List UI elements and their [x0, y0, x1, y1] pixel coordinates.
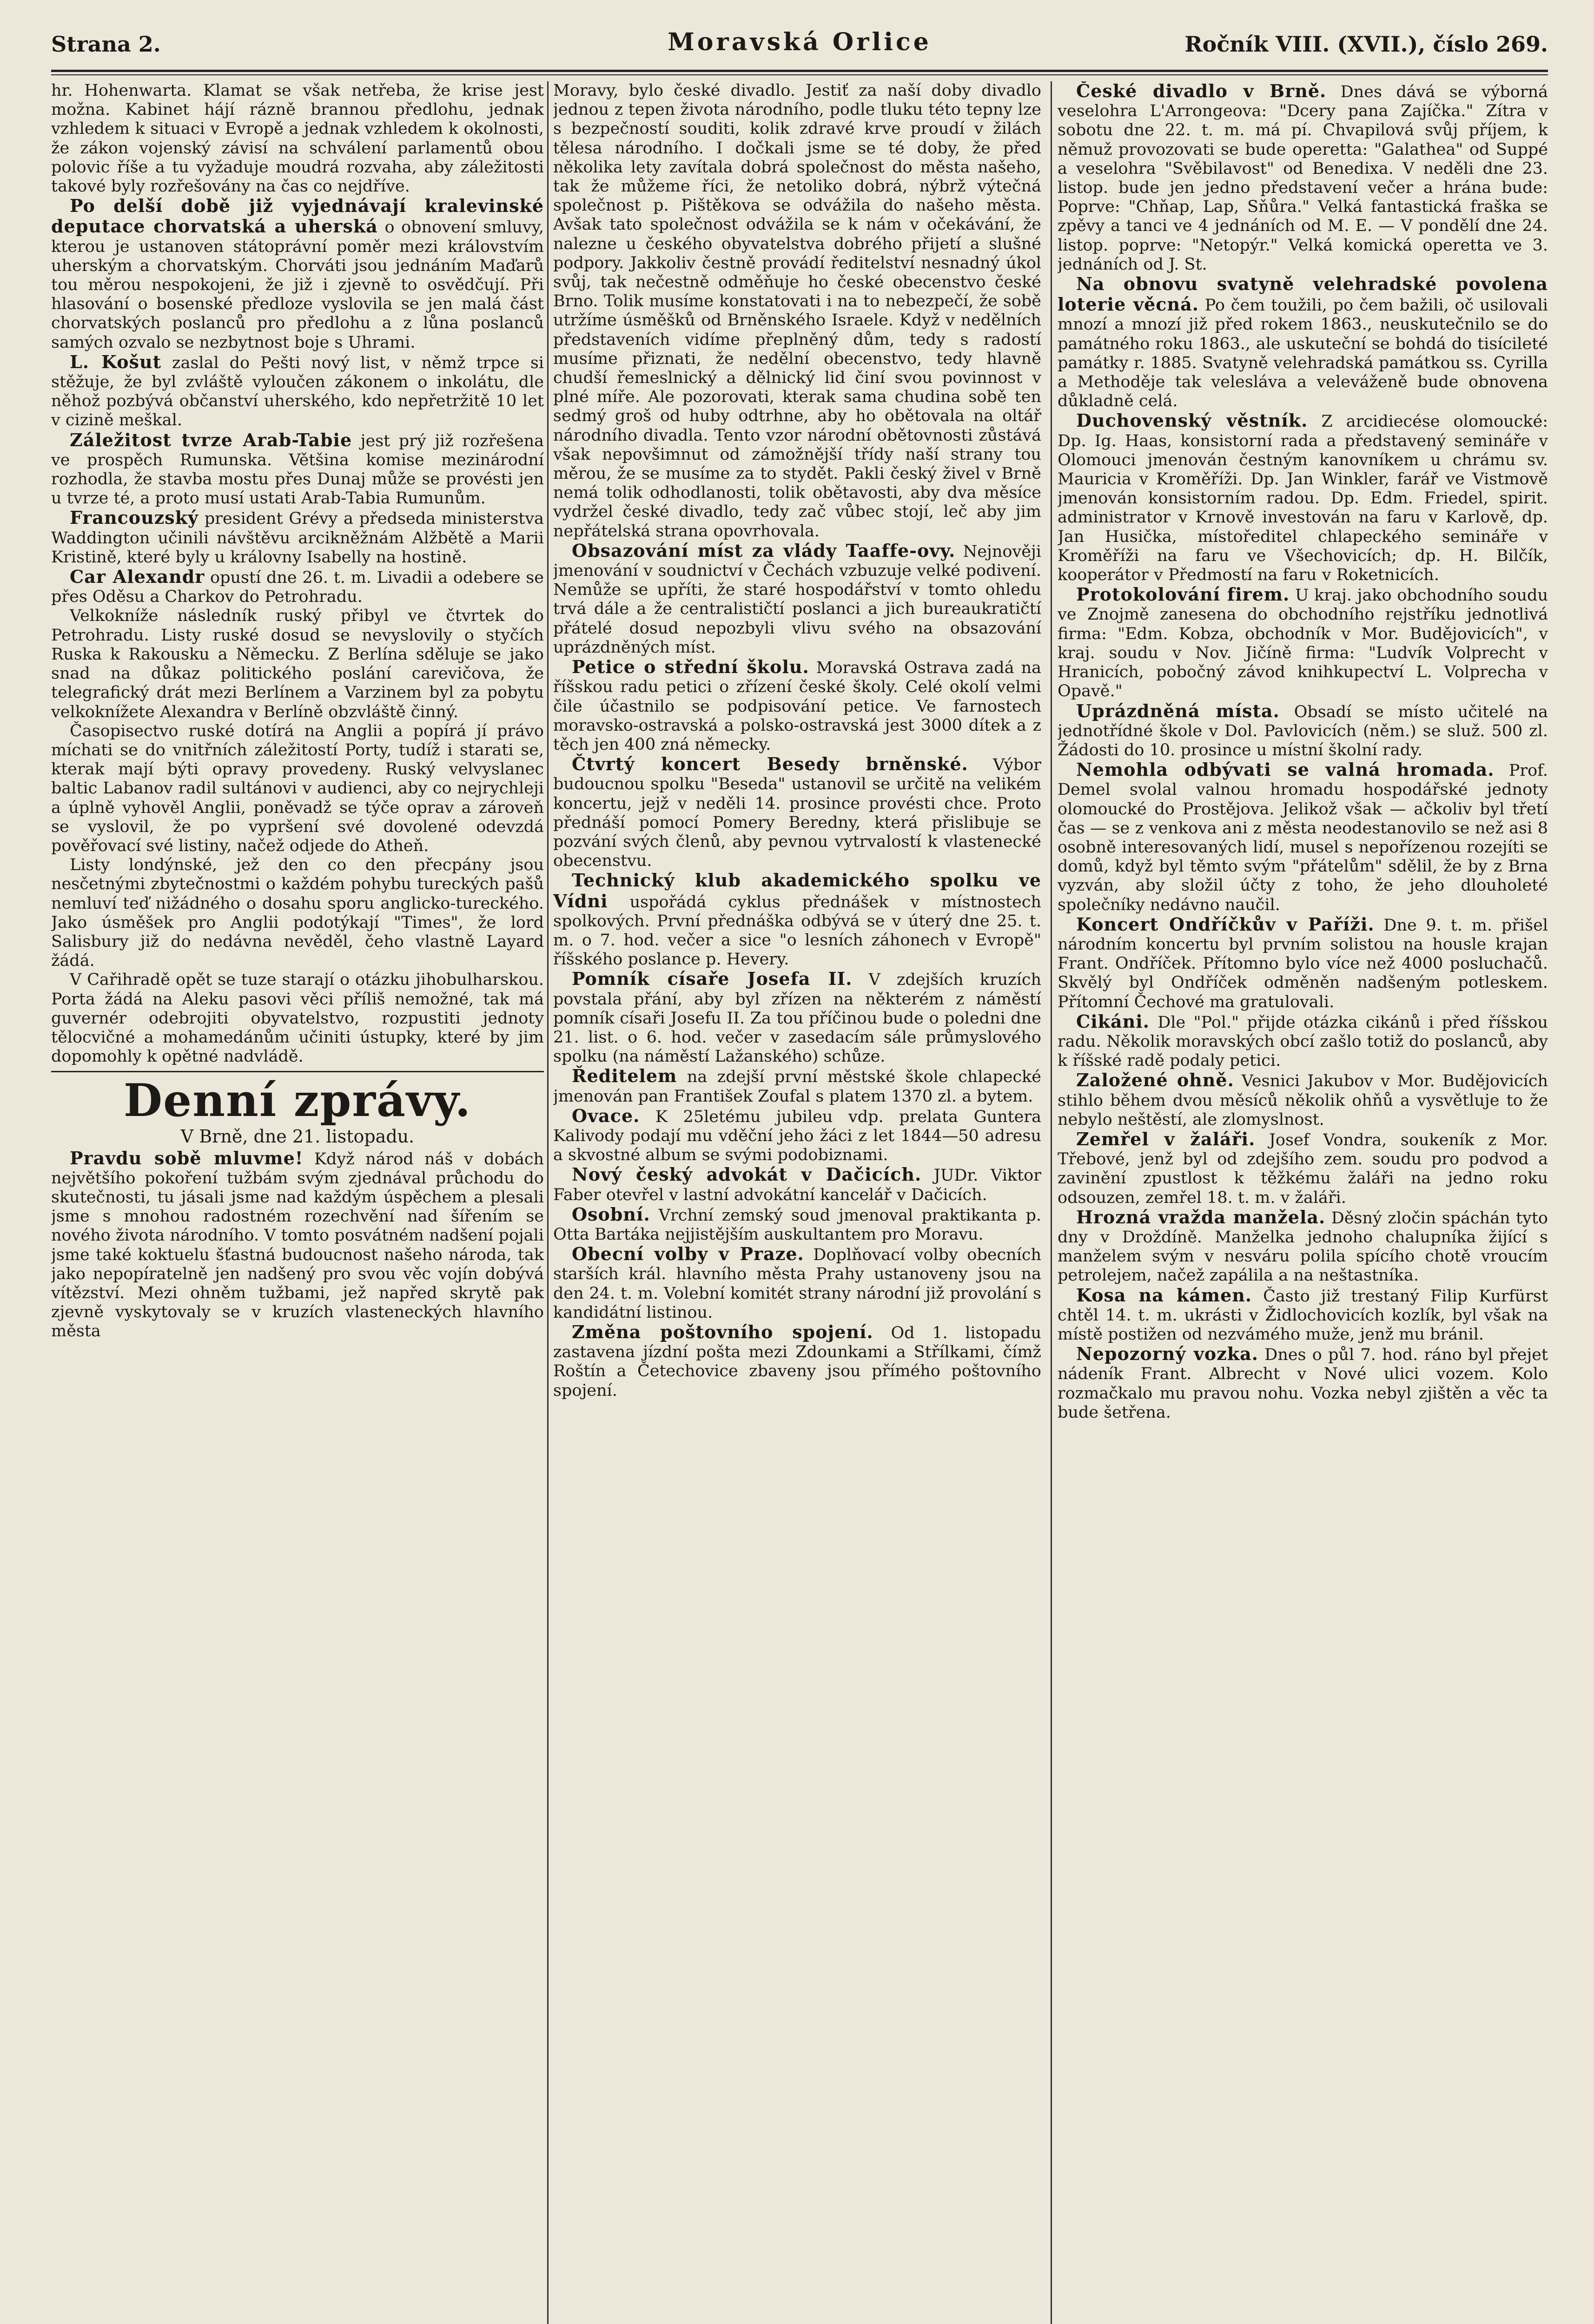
article	[553, 1244, 1041, 1322]
article-text: Z arcidiecése olomoucké: Dp. Ig. Haas, konsistorní rada a představený semináře v Olomouci jmenován čestným kanovníkem u chrámu sv. Mauricia v Kroměříži. Dp. Jan Winkler, farář ve Vistmově jmenován konsistorním radou. Dp. Edm. Friedel, spirit. administrator v Krnově investován na faru v Karlově, dp. Jan Husička, místoředitel chlapeckého semináře v Kroměříži na faru ve Všechovicích; dp. H. Bilčík, kooperátor v Předmostí na faru v Roketnicích.	[1058, 412, 1548, 585]
article-headline: Nemohla odbývati se valná hromada.	[1076, 759, 1495, 780]
article-headline: L. Košut	[70, 351, 162, 372]
article	[1058, 585, 1548, 701]
article	[1058, 915, 1548, 1012]
article-headline: Čtvrtý koncert Besedy brněnské.	[572, 753, 968, 775]
header-rule	[51, 70, 1548, 72]
article-headline: Protokolování firem.	[1076, 584, 1290, 605]
article-text: Moravská Ostrava zadá na říšskou radu petici o zřízení české školy. Celé okolí velmi čile účastnilo se podpisování petice. Ve farnostech moravsko-ostravská a polsko-ostravská jest 3000 dítek a z těch jen 400 zná německy.	[553, 659, 1041, 754]
article-headline: Francouzský	[70, 507, 199, 528]
article-headline: Uprázdněná místa.	[1076, 700, 1280, 721]
article-text: K 25letému jubileu vdp. prelata Guntera Kalivody podají mu vděční jeho žáci z let 1844—50 adresu a skvostné album se svými podobiznami.	[553, 1107, 1041, 1165]
article-text: Často již trestaný Filip Kurfürst chtěl 14. t. m. ukrásti v Židlochovicích kozlík, byl však na místě postižen od nezvámého muže, jenž mu bránil.	[1058, 1287, 1548, 1344]
article	[553, 1106, 1041, 1165]
article-text: Moravy, bylo české divadlo. Jestiť za naší doby divadlo jednou z tepen života národního, podle tluku této tepny lze s bezpečností souditi, kolik zdravé krve proudí v žilách tělesa národního. I dočkali jsme se té doby, že před několika lety zavítala dobrá společnost do města našeho, tak že můžeme říci, že netoliko dobrá, nýbrž výtečná společnost p. Pištěkova se odvážila do našeho města. Avšak tato společnost odvážila se k nám v očekávání, že nalezne u českého obyvatelstva dobrého přijetí a slušné podpory. Jakkoliv čestně provádí ředitelství nesnadný úkol svůj, tak nečestně odměňuje ho české obecenstvo české Brno. Tolik musíme konstatovati i na to nebezpečí, že sobě utržíme úsměšků od Brněnského Israele. Když v nedělních představeních vidíme přeplněný dům, tedy s radostí musíme přiznati, že nedělní obecenstvo, tedy hlavně chudší řemeslnický a dělnický lid činí svou povinnost v plné míře. Ale pozorovati, kterak sama chudina sobě ten sedmý groš od huby odtrhne, aby ho obětovala na oltář národního divadla. Tento vzor národní obětovnosti zůstává však nepovšimnut od zámožnější třídy naší strany tou měrou, že se musíme za to stydět. Pakli český živel v Brně nemá tolik odhodlanosti, tolik obětavosti, aby dva měsíce vydržel české divadlo, tedy zač vůbec stojí, leč aby jim nepřátelská strana opovrhovala.	[553, 81, 1041, 541]
issue-info: Ročník VIII. (XVII.), číslo 269.	[1184, 32, 1548, 57]
article	[1058, 760, 1548, 915]
article-headline: Záležitost tvrze Arab-Tabie	[70, 429, 352, 450]
article-text: Od 1. listopadu zastavena jízdní pošta mezi Zdounkami a Střílkami, čímž Roštín a Četechovice zbaveny jsou přímého poštovního spojení.	[553, 1324, 1041, 1400]
article-text: Děsný zločin spáchán tyto dny v Droždíně. Manželka jednoho chalupníka žijící s manželem svým v nesváru polila spícího chotě vroucím petrolejem, načež zapálila a na neštastníka.	[1058, 1208, 1548, 1285]
article-headline: Pravdu sobě mluvme!	[70, 1147, 304, 1169]
article	[51, 508, 544, 567]
article	[553, 1322, 1041, 1400]
article-text: zaslal do Pešti nový list, v němž trpce si stěžuje, že byl zvláště vyloučen zákonem o inkolátu, dle něhož pozbývá občanství uherského, kdo nepřetržitě 10 let v cizině meškal.	[51, 353, 544, 430]
article-text: president Grévy a předseda ministerstva Waddington učinili návštěvu arcikněžnám Alžbětě a Marii Kristině, které byly u královny Isabelly na hostině.	[51, 509, 544, 567]
article-text: Vesnici Jakubov v Mor. Budějovicích stihlo během dvou měsíců několik ohňů a vysvětluje to že nebylo neštěstí, ale zlomyslnost.	[1058, 1072, 1548, 1129]
article-text: Časopisectvo ruské dotírá na Anglii a popírá jí právo míchati se do vnitřních záležitostí Porty, tudíž i starati se, kterak mají býti opravy provedeny. Ruský velvyslanec baltic Labanov radil sultánovi v audienci, aby co nejrychleji a úplně vyhověl Anglii, poněvadž se týče oprav a zároveň se vyslovil, že po vypršení své dovolené odevzdá pověřovací své listiny, načež odjede do Atheň.	[51, 721, 544, 855]
article	[553, 1066, 1041, 1106]
article	[1058, 274, 1548, 411]
article-text: Dle "Pol." přijde otázka cikánů i před říšskou radu. Několik moravských obcí zašlo totiž do poslanců, aby k říšské radě podaly petici.	[1058, 1013, 1548, 1070]
article-text: Doplňovací volby obecních starších král. hlavního města Prahy ustanoveny jsou na den 24. t. m. Volební komitét strany národní již provolání s kandidátní listinou.	[553, 1246, 1041, 1322]
article	[553, 1165, 1041, 1204]
article	[51, 567, 544, 607]
article-text: Vrchní zemský soud jmenoval praktikanta p. Otta Bartáka nejjistějším auskultantem pro Moravu.	[553, 1206, 1041, 1244]
column-divider	[1051, 81, 1052, 2324]
article-headline: Obsazování míst za vlády Taaffe-ovy.	[572, 540, 956, 561]
article-headline: České divadlo v Brně.	[1076, 81, 1327, 101]
article-headline: Založené ohně.	[1076, 1070, 1234, 1091]
column-1	[51, 81, 544, 2324]
article-headline: Po delší době již vyjednávají kralevinské deputace chorvatská a uherská	[51, 195, 544, 237]
article	[553, 657, 1041, 754]
article-headline: Nepozorný vozka.	[1076, 1343, 1259, 1365]
article-headline: Zemřel v žaláři.	[1076, 1128, 1256, 1149]
article-headline: Technický klub akademického spolku ve Vídni	[553, 870, 1041, 911]
article	[1058, 411, 1548, 585]
article	[1058, 81, 1548, 274]
article-text: Obsadí se místo učitelé na jednotřídné škole v Dol. Pavlovicích (něm.) se služ. 500 zl. Žádosti do 10. prosince u místní školní rady.	[1058, 702, 1548, 759]
article-text: Prof. Demel svolal valnou hromadu hospodářské jednoty olomoucké do Prostějova. Jelikož však — ačkoliv byl třetí čas — se z venkova ani z města neodestanovilo se než asi 8 osobně interesovaných lidí, musel s nepořízenou rozejíti se domů, když byl těmto svým "přátelům" sdělil, že by z Brna vyzván, aby složil účty z toho, že jeho dlouholeté společníky nedávno naučil.	[1058, 761, 1548, 914]
masthead-title: Moravská Orlice	[668, 28, 932, 56]
article-text: Dnes o půl 7. hod. ráno byl přejet nádeník Frant. Albrecht v Nové ulici vozem. Kolo rozmačkalo mu pravou nohu. Vozka nebyl zjištěn a věc ta bude šetřena.	[1058, 1346, 1548, 1422]
article-headline: Duchovenský věstník.	[1076, 410, 1308, 431]
article	[1058, 1208, 1548, 1286]
article	[51, 430, 544, 508]
article	[51, 196, 544, 352]
article-text: uspořádá cyklus přednášek v místnostech spolkových. První přednáška odbývá se v úterý dne 25. t. m. o 7. hod. večer a sice "o lesních záhonech v Evropě" říšského poslance p. Hevery.	[553, 892, 1041, 969]
column-3	[1058, 81, 1548, 2324]
article-headline: Pomník císaře Josefa II.	[572, 968, 853, 990]
article	[1058, 1129, 1548, 1208]
article	[1058, 1286, 1548, 1345]
article-headline: Ředitelem	[572, 1065, 677, 1087]
article-text: opustí dne 26. t. m. Livadii a odebere se přes Oděsu a Charkov do Petrohradu.	[51, 568, 544, 607]
article	[553, 754, 1041, 871]
article	[1058, 701, 1548, 760]
article-headline: Car Alexandr	[70, 566, 205, 588]
column-divider	[547, 81, 549, 2324]
section-title: Denní zprávy.	[123, 1074, 472, 1127]
article-text: V zdejších kruzích povstala přání, aby byl zřízen na některém z náměstí pomník císaři Josefu II. Za tou příčinou bude o poledni dne 21. list. o 6. hod. večer v zasedacím sále průmyslového spolku (na náměstí Lažanského) schůze.	[553, 971, 1041, 1066]
article-headline: Na obnovu svatyně velehradské povolena loterie věcná.	[1058, 273, 1548, 315]
article-text: hr. Hohenwarta. Klamat se však netřeba, že krise jest možna. Kabinet hájí rázně brannou předlohu, jednak vzhledem k situaci v Evropě a jednak vzhledem k okolnosti, že zákon vojenský závisí na schválení parlamentů obou polovic říše a tu vyžaduje moudrá rozvaha, aby záležitosti takové byly rozřešovány na čas co nejdříve.	[51, 81, 544, 196]
article-headline: Koncert Ondříčkův v Paříži.	[1076, 913, 1375, 935]
page-number: Strana 2.	[51, 32, 161, 57]
article-headline: Kosa na kámen.	[1076, 1284, 1252, 1306]
article	[1058, 1344, 1548, 1422]
article	[51, 352, 544, 430]
article-text: Výbor budoucnou spolku "Beseda" ustanovil se určitě na velikém koncertu, jejž v neděli 14. prosince provésti chce. Proto přednáší pomocí Pomery Beredny, která přislibuje se pozvání svých členů, aby pevnou vytrvalostí k vlastenecké obecenstvu.	[553, 756, 1041, 871]
article-headline: Hrozná vražda manžela.	[1076, 1206, 1326, 1228]
article-text: Velkoknížе následník ruský přibyl ve čtvrtek do Petrohradu. Listy ruské dosud se nevyslovily o styčích Ruska k Rakousku a Německu. Z Berlína sděluje se jako snad na důkaz politického poslání carevičova, že telegrafický drát mezi Berlínem a Varzinem byl za pobytu velkoknížete Alexandra v Berlíně obzvláště činný.	[51, 607, 544, 721]
page-header	[51, 28, 1548, 60]
article-text: Listy londýnské, jež den co den přecpány jsou nesčetnými zbytečnostmi o každém pohybu tureckých pašů nemluví teď nižádného o dosahu sporu anglicko-tureckého. Jako úsměšek pro Anglii podotýkají "Times", že lord Salisbury již do nedávna nevěděl, čeho vlastně Layard žádá.	[51, 856, 544, 971]
article	[51, 1149, 544, 1341]
article-text: na zdejší první městské škole chlapecké jmenován pan František Zoufal s platem 1370 zl. a bytem.	[553, 1068, 1041, 1106]
dateline: V Brně, dne 21. listopadu.	[180, 1126, 415, 1147]
article-text: Dne 9. t. m. přišel národním koncertu byl prvním solistou na housle krajan Frant. Ondříček. Přítomno bylo více než 4000 posluchačů. Skvělý byl Ondříček odměněn nadšeným potleskem. Přítomní Čechové ma gratulovali.	[1058, 916, 1548, 1011]
article	[553, 1205, 1041, 1244]
article-text: V Cařihradě opět se tuze starají o otázku jihobulharskou. Porta žádá na Aleku pasovi věci příliš nemožné, tak má guvernér odebrojiti obyvatelstvo, rozpustiti jednoty tělocvičné a mohamedánům učiniti ústupky, které by jim dopomohly k opětné nadvládě.	[51, 971, 544, 1066]
article-text: Po čem toužili, po čem bažili, oč usilovali mnozí a mnozí již před rokem 1863., neuskutečnilo se do památného roku 1863., ale uskuteční se bohdá do tisícileté památky r. 1885. Svatyně velehradská památkou ss. Cyrilla a Methoděje tak velesláva a veleváženě bude obnovena důkladně celá.	[1058, 296, 1548, 411]
article	[553, 871, 1041, 969]
section-rule	[51, 1071, 544, 1072]
article-headline: Ovace.	[572, 1105, 640, 1126]
article-headline: Cikáni.	[1076, 1010, 1150, 1032]
article-headline: Petice o střední školu.	[572, 656, 809, 678]
article-headline: Nový český advokát v Dačicích.	[572, 1164, 922, 1185]
article	[1058, 1012, 1548, 1071]
article-text: Nejnověji jmenování v soudnictví v Čechách vzbuzuje velké podivení. Nemůže se upříti, že staré hospodářství v tomto ohledu trvá dále a že centralističtí poslanci a jich bureaukratičtí přátelé dosud nepozbyli vlivu svého na obsazování uprázdněných míst.	[553, 542, 1041, 657]
article-text: U kraj. jako obchodního soudu ve Znojmě zanesena do obchodního rejstříku jednotlivá firma: "Edm. Kobza, obchodník v Mor. Budějovicích", v kraj. soudu v Nov. Jičíně firma: "Ludvík Volprecht v Hranicích, pobočný závod knihkupectví L. Volprecha v Opavě."	[1058, 586, 1548, 701]
article-text: Dnes dává se výborná veselohra L'Arrongeova: "Dcery pana Zajíčka." Zítra v sobotu dne 22. t. m. má pí. Chvapilová svůj příjem, k němuž provozovati se bude operetta: "Galathea" od Suppé a veselohra "Svěbilavost" od Benedixa. V neděli dne 23. listop. bude jen jedno představení večer a hrána bude: Poprve: "Chňap, Lap, Sňůra." Velká fantastická fraška se zpěvy a tanci ve 4 jednáních od M. E. — V pondělí dne 24. listop. poprve: "Netopýr." Velká komická operetta ve 3. jednáních od J. St.	[1058, 83, 1548, 274]
article	[553, 541, 1041, 657]
article	[553, 969, 1041, 1066]
article-text: Josef Vondra, soukeník z Mor. Třebové, jenž byl od zdejšího zem. soudu pro podvod a zavinění zpustlost k těžkému žaláři na jedno roku odsouzen, zemřel 18. t. m. v žaláři.	[1058, 1130, 1548, 1207]
header-rule-thin	[51, 74, 1548, 75]
article-headline: Osobní.	[572, 1203, 650, 1225]
article-text: jest prý již rozřešena ve prospěch Rumunska. Většina komise mezinárodní rozhodla, že stavba mostu přes Dunaj může se provésti jen u tvrze té, a proto musí ustati Arab-Tabia Rumunům.	[51, 431, 544, 508]
article-text: Když národ náš v dobách největšího pokoření tužbám svým zjednával průchodu do skutečnosti, tu jásali jsme nad každým úspěchem a plesali jsme s mnohou radostném rozechvění nad šířením se nového života národního. V tomto posvátném nadšení pojali jsme také koktuelu šťastná budoucnost našeho národa, tak jako nepopíratelně jen nadšený pro svou věc vojín dobývá vítězství. Mezi ohněm tužbami, jež napřed skrytě pak zjevně vyskytovaly se v kruzích vlasteneckých hlavního města	[51, 1149, 544, 1341]
article-text: o obnovení smluvy, kterou je ustanoven státoprávní poměr mezi královstvím uherským a chorvatským. Chorváti jsou jednáním Maďarů tou měrou nespokojeni, že již i zjevně to osvědčují. Při hlasování o bosenské předloze vyslovila se jen malá část chorvatských poslanců pro předlohu a z lůna poslanců samých ozvalo se nezbytnost boje s Uhrami.	[51, 218, 544, 352]
article-text: JUDr. Viktor Faber otevřel v lastní advokátní kancelář v Dačicích.	[553, 1166, 1041, 1204]
article-headline: Obecní volby v Praze.	[572, 1243, 804, 1265]
article-headline: Změna poštovního spojení.	[572, 1321, 873, 1342]
column-2	[553, 81, 1041, 2324]
article	[1058, 1070, 1548, 1129]
